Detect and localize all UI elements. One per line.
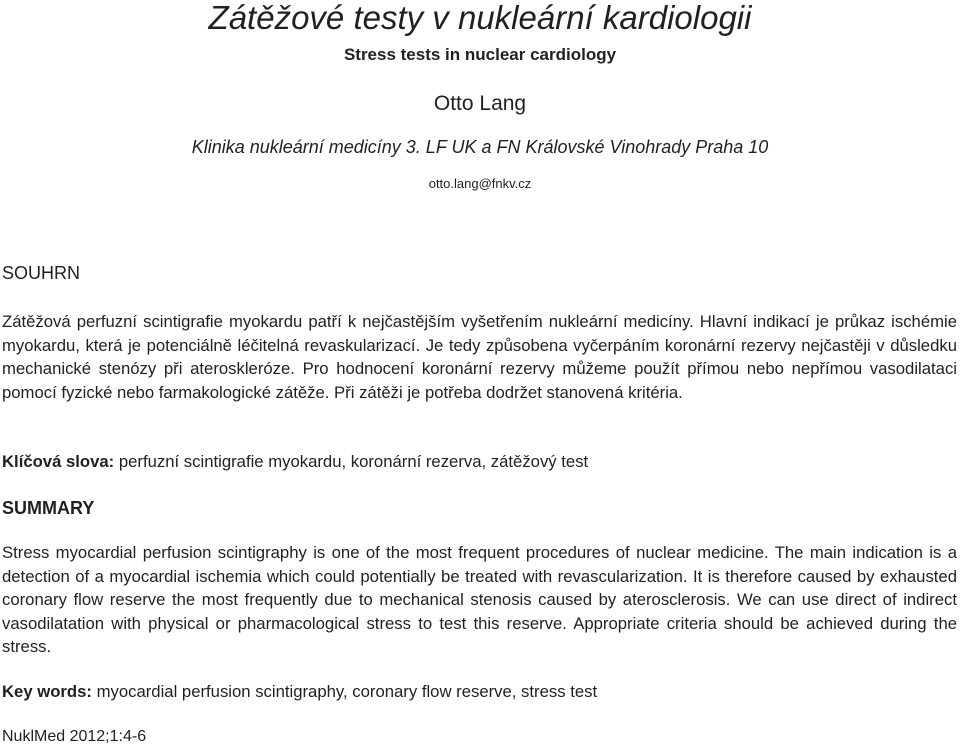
article-subtitle: Stress tests in nuclear cardiology [343,45,617,64]
souhrn-heading: SOUHRN [2,263,81,283]
author-name: Otto Lang [433,92,527,115]
article-title: Zátěžové testy v nukleární kardiologii [208,0,752,36]
author-email: otto.lang@fnkv.cz [428,176,532,191]
souhrn-keywords [2,451,957,473]
summary-keywords [2,681,957,703]
summary-abstract: Stress myocardial perfusion scintigraphy is one of the most frequent procedures of nuclear medicine. The main indication is a detection of a myocardial ischemia which could potentially be treated with revascularization. It is therefore caused by exhausted coronary flow reserve the most frequently due to mechanical stenosis caused by aterosclerosis. We can use direct of indirect vasodilatation with physical or pharmacological stress to test this reserve. Appropriate criteria should be achieved during the stress. [2,543,957,657]
souhrn-abstract: Zátěžová perfuzní scintigrafie myokardu patří k nejčastějším vyšetřením nukleární medicíny. Hlavní indikací je průkaz ischémie myokardu, která je potenciálně léčitelná revaskularizací. Je tedy způsobena vyčerpáním koronární rezervy nejčastěji v důsledku mechanické stenózy při ateroskleróze. Pro hodnocení koronární rezervy můžeme použít přímou nebo nepřímou vasodilataci pomocí fyzické nebo farmakologické zátěže. Při zátěži je potřeba dodržet stanovená kritéria. [2,312,957,402]
journal-citation: NuklMed 2012;1:4-6 [2,728,147,745]
summary-keywords-text: myocardial perfusion scintigraphy, coronary flow reserve, stress test [91,682,598,701]
author-affiliation: Klinika nukleární medicíny 3. LF UK a FN Královské Vinohrady Praha 10 [191,137,769,157]
souhrn-keywords-text: perfuzní scintigrafie myokardu, koronární rezerva, zátěžový test [114,452,589,471]
summary-heading: SUMMARY [2,498,95,518]
souhrn-keywords-label: Klíčová slova: [2,452,115,471]
summary-keywords-label: Key words: [2,682,92,701]
